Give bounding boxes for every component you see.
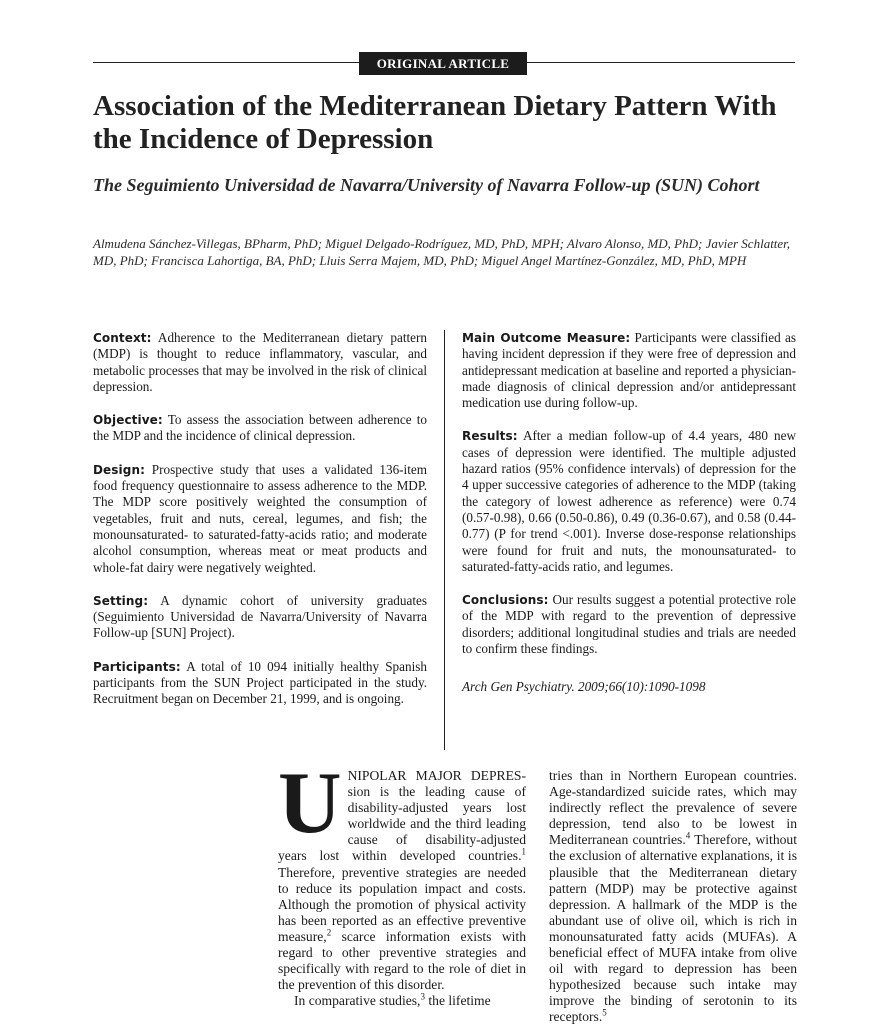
abstract-context (93, 330, 427, 395)
main-outcome-heading: Main Outcome Measure: (462, 331, 631, 345)
second-paragraph (278, 993, 526, 1009)
ref-4[interactable]: 4 (685, 830, 691, 841)
participants-text: A total of 10 094 initially healthy Spanish participants from the SUN Project participated in the study. Recruitment began on December 21, 1999, and is ongoing. (93, 658, 427, 707)
conclusions-heading: Conclusions: (462, 593, 549, 608)
results-heading: Results: (462, 429, 518, 444)
abstract-right-column (462, 330, 796, 713)
intro-text-b: Therefore, preventive strategies are needed to reduce its population impact and costs. Although the promotion of physical activity has been reported as an effective preventive measure, (278, 864, 526, 944)
conclusions-text: Our results suggest a potential protective role of the MDP with regard to the prevention of depressive disorders; additional longitudinal studies and trials are needed to confirm these findings. (462, 592, 796, 657)
abstract-setting (93, 593, 427, 642)
ref-5[interactable]: 5 (602, 1007, 607, 1018)
ref-1[interactable]: 1 (521, 846, 526, 857)
journal-citation: Arch Gen Psychiatry. 2009;66(10):1090-1098 (462, 679, 706, 695)
objective-text: To assess the association between adherence to the MDP and the incidence of clinical depression. (93, 412, 427, 444)
p2-text-b: the lifetime (424, 993, 491, 1009)
intro-paragraph (278, 755, 526, 993)
abstract-objective (93, 412, 427, 445)
right-text-a: tries than in Northern European countries. Age-standardized suicide rates, which may indirectly reflect the prevalence of severe depression, tend also to be lowest in Mediterranean countries. (549, 768, 797, 848)
results-text: After a median follow-up of 4.4 years, 480 new cases of depression were identified. The multiple adjusted hazard ratios (95% confidence intervals) of depression for the 4 upper successive categories of adherence to the MDP (taking the category of lowest adherence as reference) were 0.74 (0.57-0.98), 0.66 (0.50-0.86), 0.49 (0.36-0.67), and 0.58 (0.44-0.77) (P for trend <.001). Inverse dose-response relationships were found for fruit and nuts, the monounsaturated- to saturated-fatty-acids ratio, and legumes. (462, 428, 796, 574)
continued-paragraph (549, 768, 797, 1026)
abstract-conclusions (462, 592, 796, 657)
objective-heading: Objective: (93, 413, 163, 428)
participants-heading: Participants: (93, 659, 181, 674)
abstract-main-outcome (462, 330, 796, 411)
article-subtitle: The Seguimiento Universidad de Navarra/University of Navarra Follow-up (SUN) Cohort (93, 175, 760, 195)
intro-text-a: sion is the leading cause of disability-adjusted years lost worldwide and the third leading cause of disability-adjusted years lost within developed countries. (278, 784, 526, 864)
design-heading: Design: (93, 462, 145, 477)
setting-heading: Setting: (93, 593, 149, 608)
right-text-b: Therefore, without the exclusion of alternative explanations, it is plausible that the Mediterranean dietary pattern (MDP) may be protective against depression. A hallmark of the MDP is the abundant use of olive oil, which is rich in monounsaturated fatty acids (MUFAs). A beneficial effect of MUFA intake from olive oil with regard to depression has been hypothesized because such intake may improve the binding of serotonin to its receptors. (549, 832, 797, 1025)
main-outcome-text: Participants were classified as having incident depression if they were free of depression and antidepressant medication at baseline and reported a physician-made diagnosis of clinical depression and/or antidepressant medication use during follow-up. (462, 330, 796, 411)
context-text: Adherence to the Mediterranean dietary pattern (MDP) is thought to reduce inflammatory, vascular, and metabolic processes that may be involved in the risk of clinical depression. (93, 330, 427, 394)
design-text: Prospective study that uses a validated 136-item food frequency questionnaire to assess adherence to the MDP. The MDP score positively weighted the consumption of vegetables, fruit and nuts, cereal, legumes, and fish; the monounsaturated- to saturated-fatty-acids ratio; and moderate alcohol consumption, whereas meat or meat products and whole-fat dairy were negatively weighted. (93, 461, 427, 575)
p2-text-a: In comparative studies, (294, 993, 421, 1009)
lead-in: NIPOLAR MAJOR DEPRES- (347, 768, 526, 783)
intro-text-c: scarce information exists with regard to other preventive strategies and specifically with regard to the role of diet in the prevention of this disorder. (278, 928, 526, 993)
abstract-left-column (93, 330, 427, 725)
ref-2[interactable]: 2 (326, 927, 332, 938)
section-tag: ORIGINAL ARTICLE (359, 52, 527, 75)
context-heading: Context: (93, 331, 152, 345)
body-right-column (549, 768, 797, 1026)
ref-3[interactable]: 3 (420, 991, 425, 1002)
abstract-participants (93, 659, 427, 708)
abstract-design (93, 462, 427, 576)
drop-cap: U (278, 755, 342, 852)
setting-text: A dynamic cohort of university graduates (Seguimiento Universidad de Navarra/University of Navarra Follow-up [SUN] Project). (93, 592, 427, 641)
author-list: Almudena Sánchez-Villegas, BPharm, PhD; Miguel Delgado-Rodríguez, MD, PhD, MPH; Alvaro Alonso, MD, PhD; Javier Schlatter, MD, PhD; Francisca Lahortiga, BA, PhD; Lluis Serra Majem, MD, PhD; Miguel Angel Martínez-González, MD, PhD, MPH (93, 236, 791, 268)
abstract-divider (444, 330, 445, 750)
body-left-column (278, 755, 526, 1009)
abstract-results (462, 428, 796, 575)
article-title: Association of the Mediterranean Dietary Pattern With the Incidence of Depression (93, 90, 777, 155)
